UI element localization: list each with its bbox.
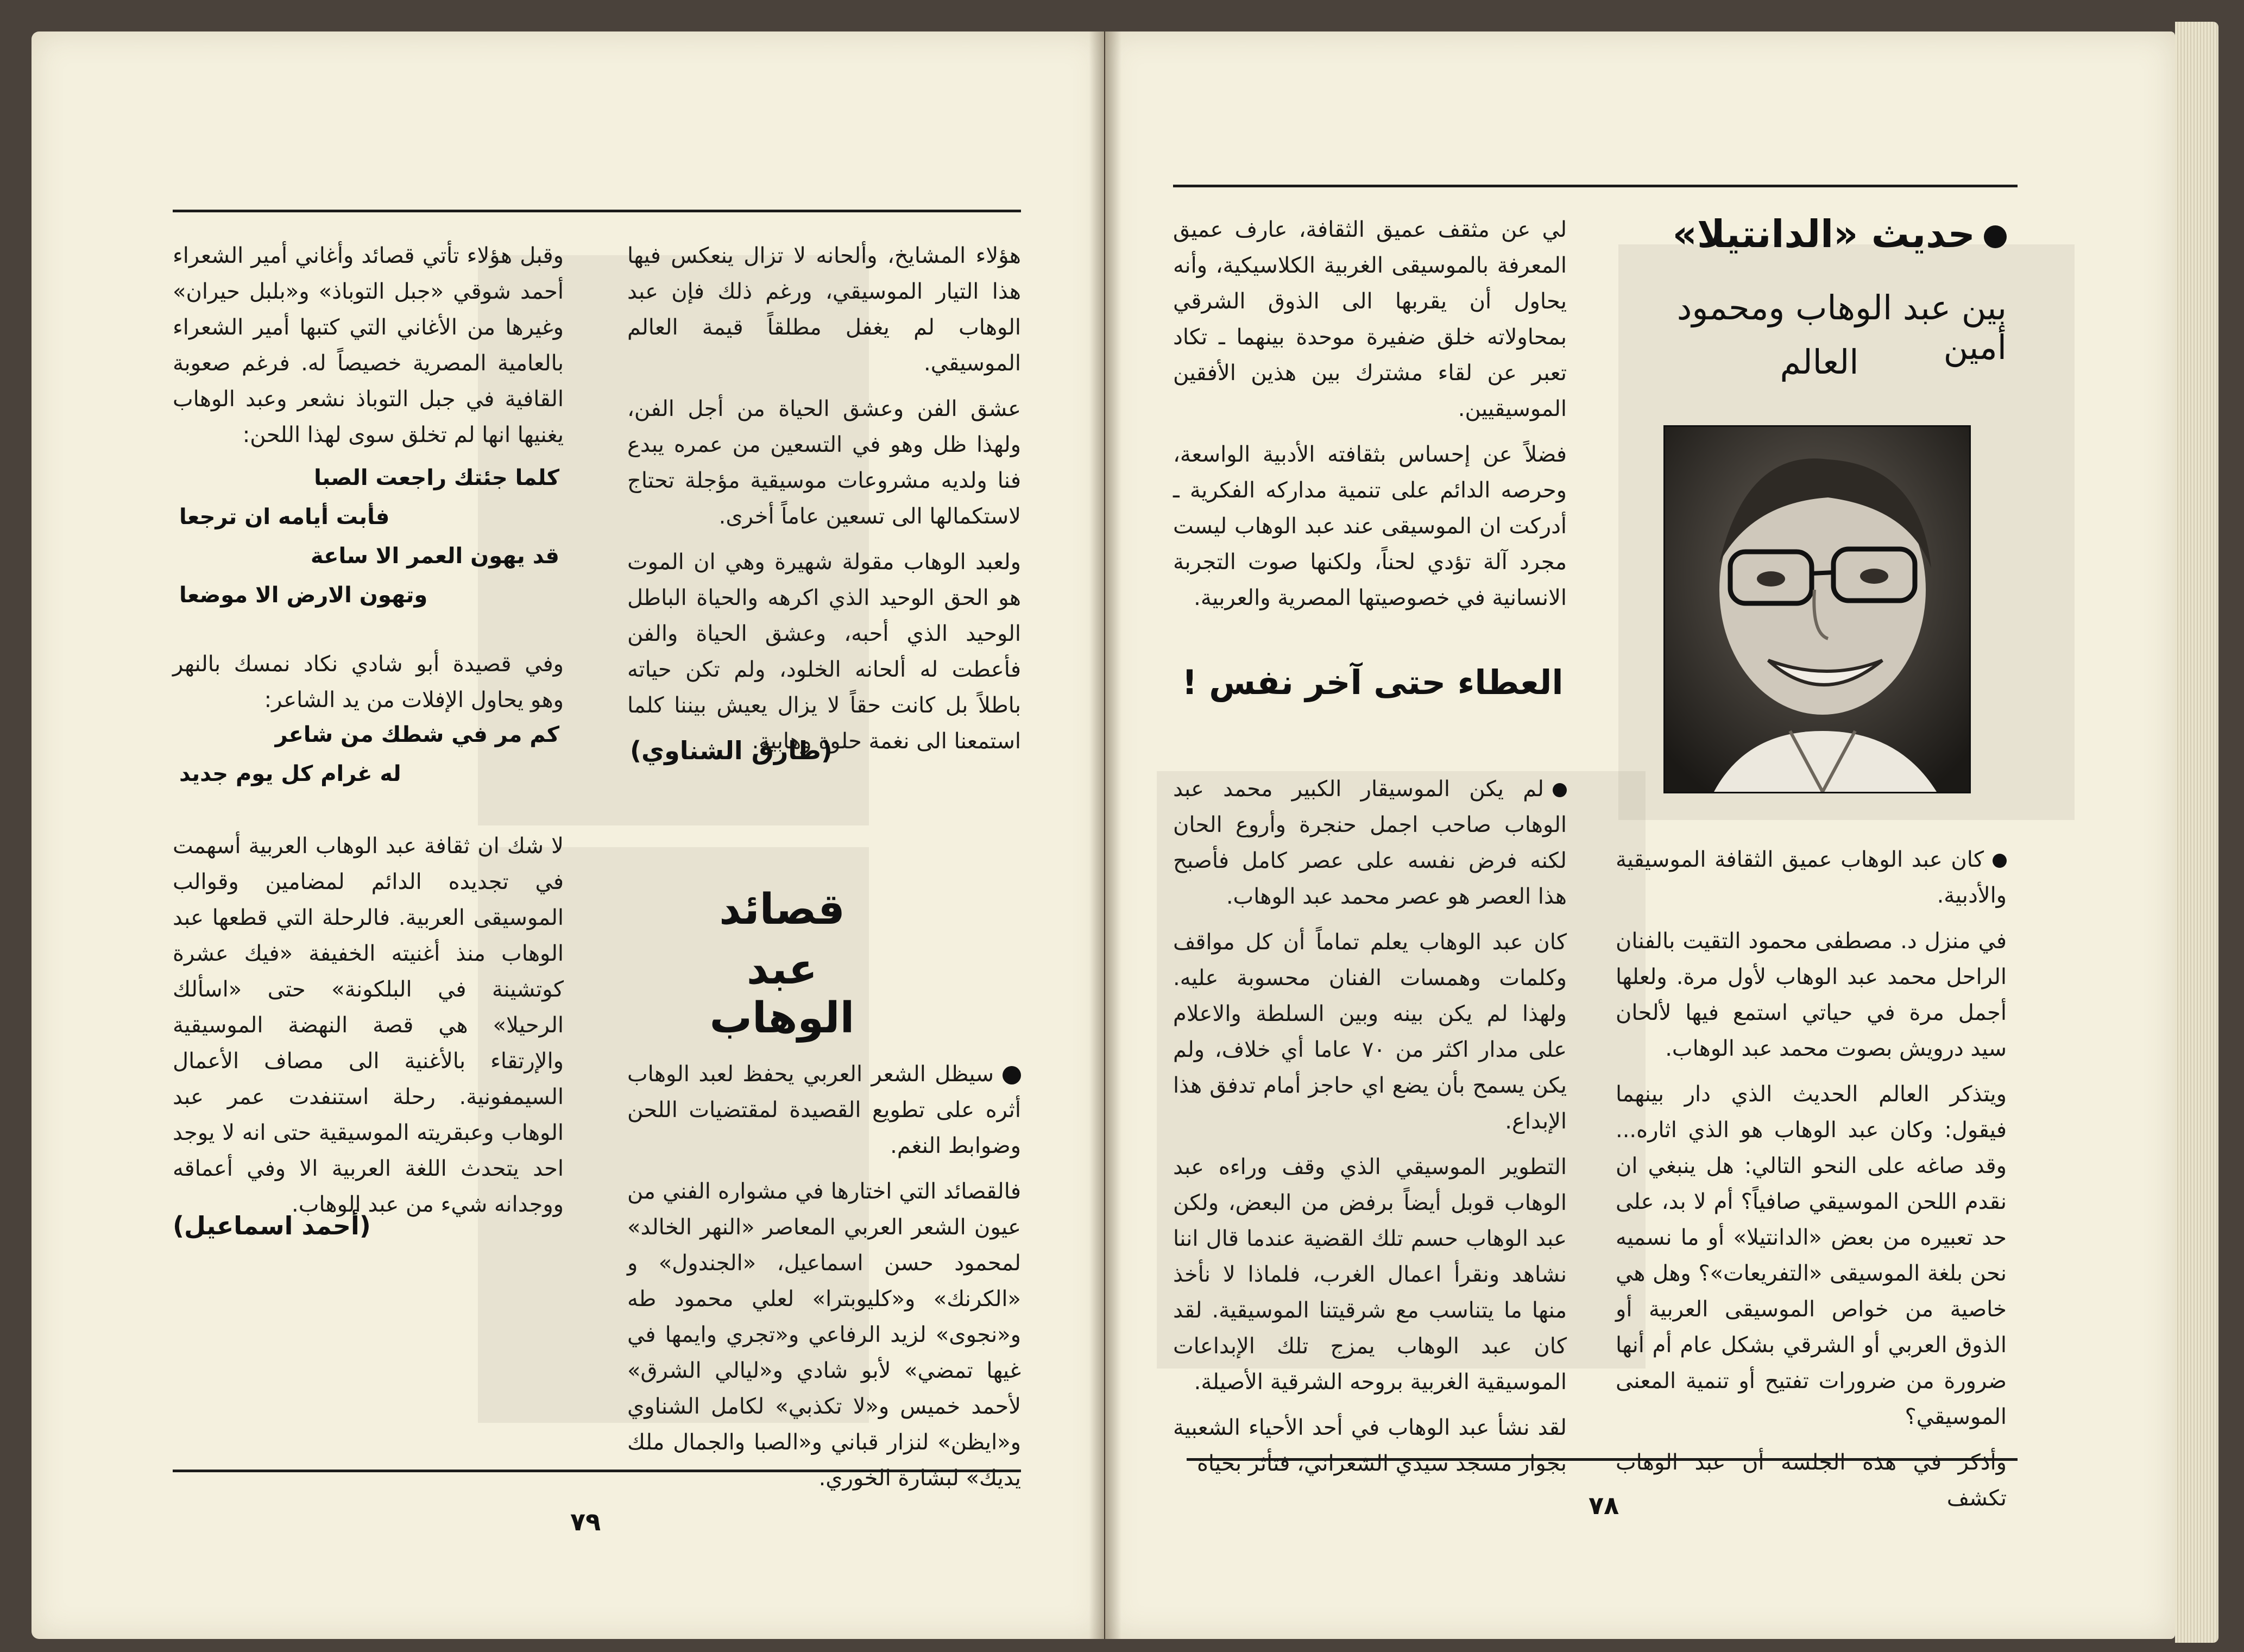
paragraph: ولعبد الوهاب مقولة شهيرة وهي ان الموت هو الحق الوحيد الذي اكرهه والحياة الباطل الوحيد الذي أحبه، وعشق الحياة والفن فأعطت له ألحانه الخلود، ولم تكن حياته باطلاً بل كانت حقاً لا يزال يعيش بيننا كلما استمعنا الى نغمة حلوة وهابية. [627,550,1021,754]
article-column [1173,212,1567,626]
paragraph: فضلاً عن إحساس بثقافته الأدبية الواسعة، وحرصه الدائم على تنمية مداركه الفكرية ـ أدركت ان الموسيقى عند عبد الوهاب ليست مجرد آلة تؤدي لحناً، ولكنها صوت التجربة الانسانية في خصوصيتها المصرية والعربية. [1173,442,1567,610]
paragraph: لا شك ان ثقافة عبد الوهاب العربية أسهمت في تجديده الدائم لمضامين وقوالب الموسيقى العربية. فالرحلة التي قطعها عبد الوهاب منذ أغنيته الخفيفة «فيك عشرة كوتشينة في البلكونة» حتى «اسألك الرحيلا» هي قصة النهضة الموسيقية والإرتقاء بالأغنية الى مصاف الأعمال السيمفونية. رحلة استنفدت عمر عبد الوهاب وعبقريته الموسيقية حتى انه لا يوجد احد يتحدث اللغة العربية الا وفي أعماقه ووجدانه شيء من عبد الوهاب. [173,834,564,1217]
bullet-icon [1003,1066,1021,1084]
article-column [627,1056,1021,1506]
paragraph: هؤلاء المشايخ، وألحانه لا تزال ينعكس فيها هذا التيار الموسيقي، ورغم ذلك فإن عبد الوهاب لم يغفل مطلقاً قيمة العالم الموسيقي. [627,243,1021,376]
verse: وتهون الارض الا موضعا [179,583,428,608]
paragraph: كان عبد الوهاب يعلم تماماً أن كل مواقف وكلمات وهمسات الفنان محسوبة عليه. ولهذا لم يكن بينه وبين السلطة والاعلام على مدار اكثر من ٧٠ عاما أي خلاف، ولم يكن يسمح بأن يضع اي حاجز أمام تدفق هذا الإبداع. [1173,930,1567,1134]
verse: قد يهون العمر الا ساعة [310,544,559,569]
poem-verses [179,459,559,615]
bullet-icon [1984,225,2007,248]
article-column [173,828,564,1232]
verse: له غرام كل يوم جديد [179,761,401,786]
paragraph: لم يكن الموسيقار الكبير محمد عبد الوهاب صاحب اجمل حنجرة وأروع الحان لكنه فرض نفسه على عصر كامل فأصبح هذا العصر هو عصر محمد عبد الوهاب. [1173,777,1567,909]
paragraph: لقد نشأ عبد الوهاب في أحد الأحياء الشعبية بجوار مسجد سيدي الشعراني، فتأثر بحياة [1173,1415,1567,1476]
section-title: قصائد [719,885,845,934]
article-column [627,238,1021,769]
paragraph: وقبل هؤلاء تأتي قصائد وأغاني أمير الشعراء أحمد شوقي «جبل التوباذ» و«بلبل حيران» وغيرها من الأغاني التي كتبها أمير الشعراء بالعامية المصرية خصيصاً له. فرغم صعوبة القافية في جبل التوباذ نشعر وعبد الوهاب يغنيها انها لم تخلق سوى لهذا اللحن: [173,243,564,447]
verse: كلما جئتك راجعت الصبا [314,465,559,490]
verse: كم مر في شطك من شاعر [275,722,559,747]
portrait-photo [1663,425,1971,793]
paragraph: وفي قصيدة أبو شادي نكاد نمسك بالنهر وهو يحاول الإفلات من يد الشاعر: [173,652,564,712]
paragraph: ويتذكر العالم الحديث الذي دار بينهما فيقول: وكان عبد الوهاب هو الذي اثاره... وقد صاغه على النحو التالي: هل ينبغي ان نقدم اللحن الموسيقي صافياً؟ أم لا بد، على حد تعبيره من بعض «الدانتيلا» أو ما نسميه نحن بلغة الموسيقى «التفريعات»؟ وهل هي خاصية من خواص الموسيقى العربية أو الذوق العربي أو الشرقي بشكل عام أم أنها ضرورة من ضرورات تفتيح أو تنمية المعنى الموسيقي؟ [1616,1082,2007,1429]
article-column [1173,771,1567,1491]
page-number: ٧٩ [570,1507,601,1536]
portrait-illustration [1665,427,1969,792]
verse: فأبت أيامه ان ترجعا [179,505,390,529]
article-subtitle: العالم [1780,342,1859,382]
page-number: ٧٨ [1589,1491,1619,1520]
paragraph: كان عبد الوهاب عميق الثقافة الموسيقية والأدبية. [1616,847,2007,908]
author-signature: (طارق الشناوي) [630,736,833,765]
article-subtitle: بين عبد الوهاب ومحمود أمين [1676,288,2007,367]
paragraph: عشق الفن وعشق الحياة من أجل الفن، ولهذا ظل وهو في التسعين من عمره يبدع فنا ولديه مشروعات موسيقية مؤجلة تحتاج لاستكمالها الى تسعين عاماً أخرى. [627,396,1021,529]
paragraph: فالقصائد التي اختارها في مشواره الفني من عيون الشعر العربي المعاصر «النهر الخالد» لمحمود حسن اسماعيل، «الجندول» و «الكرنك» و«كليوبترا» لعلي محمود طه و«نجوى» لزيد الرفاعي و«تجري وايمها في غيها تمضي» لأبو شادي و«ليالي الشرق» لأحمد خميس و«لا تكذبي» لكامل الشناوي و«ايظن» لنزار قباني و«الصبا والجمال ملك يديك» لبشارة الخوري. [627,1179,1021,1491]
article-column [173,238,564,463]
top-rule [173,210,1021,212]
paragraph: التطوير الموسيقي الذي وقف وراءه عبد الوهاب قوبل أيضاً برفض من البعض، ولكن عبد الوهاب حسم تلك القضية عندما قال اننا نشاهد ونقرأ اعمال الغرب، فلماذا لا نأخذ منها ما يتناسب مع شرقيتنا الموسيقية. لقد كان عبد الوهاب يمزج تلك الإبداعات الموسيقية الغربية بروحه الشرقية الأصيلة. [1173,1155,1567,1395]
section-title: عبد الوهاب [709,945,855,1043]
section-heading: العطاء حتى آخر نفس ! [1182,663,1564,702]
book-spine [1089,31,1121,1639]
bullet-icon [1553,783,1567,797]
article-column [1616,842,2007,1526]
poem-verses [179,716,559,794]
article-title: حديث «الدانتيلا» [1616,212,2007,256]
paragraph: سيظل الشعر العربي يحفظ لعبد الوهاب أثره على تطويع القصيدة لمقتضيات اللحن وضوابط النغم. [627,1062,1021,1158]
paragraph: وأذكر في هذه الجلسة أن عبد الوهاب تكشف [1616,1450,2007,1511]
bullet-icon [1993,854,2007,868]
author-signature: (أحمد اسماعيل) [173,1211,371,1240]
top-rule [1173,185,2018,187]
page-edges [2175,22,2218,1643]
paragraph: لي عن مثقف عميق الثقافة، عارف عميق المعرفة بالموسيقى الغربية الكلاسيكية، وأنه يحاول أن يقربها الى الذوق الشرقي بمحاولاته خلق ضفيرة موحدة بينهما ـ تكاد تعبر عن لقاء مشترك بين هذين الأفقين الموسيقيين. [1173,217,1567,421]
paragraph: في منزل د. مصطفى محمود التقيت بالفنان الراحل محمد عبد الوهاب لأول مرة. ولعلها أجمل مرة في حياتي استمع فيها لألحان سيد درويش بصوت محمد عبد الوهاب. [1616,929,2007,1061]
